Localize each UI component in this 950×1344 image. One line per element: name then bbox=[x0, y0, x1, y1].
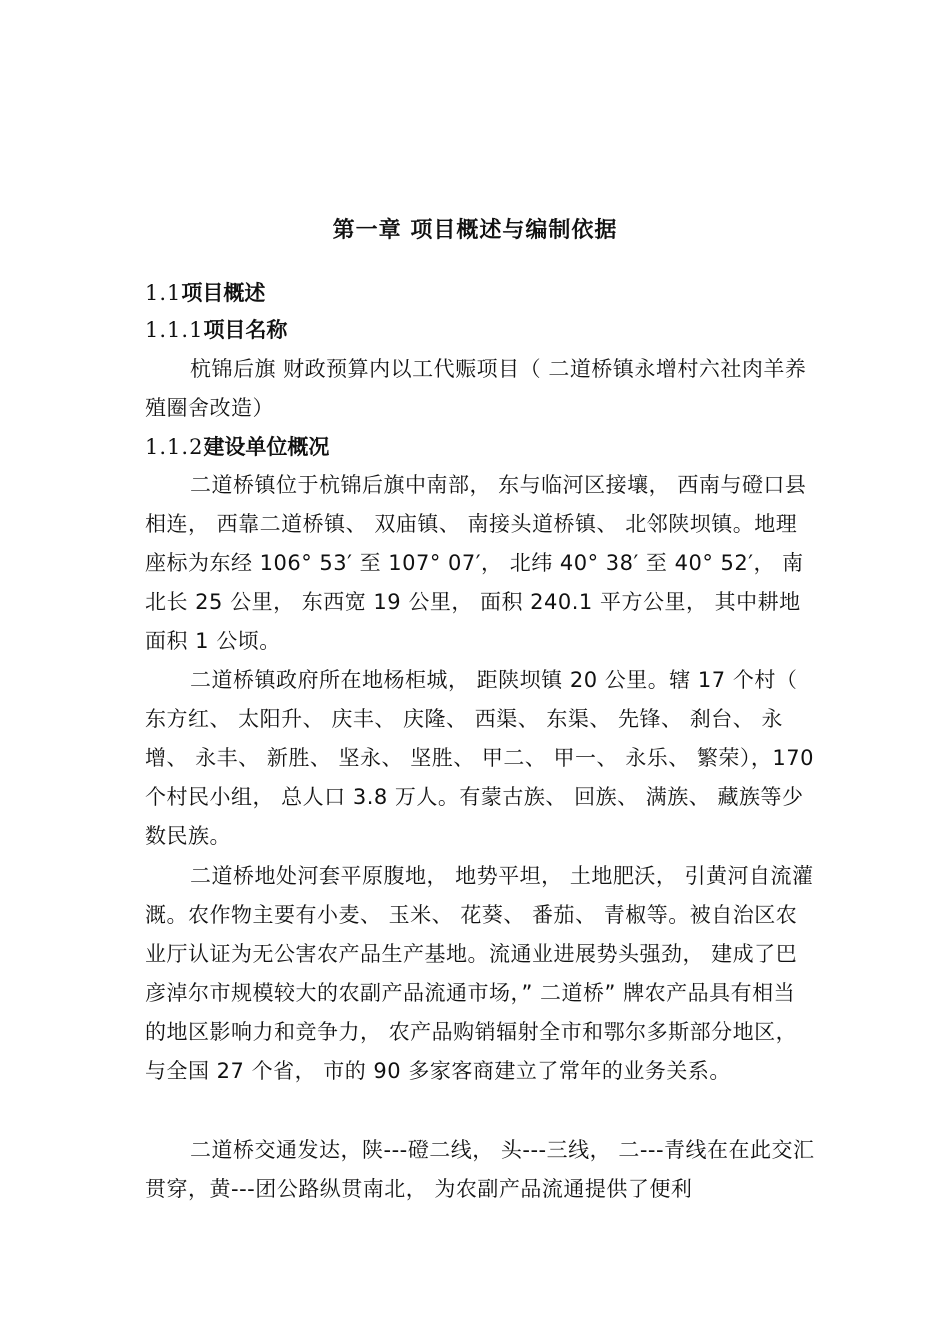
section-number: 1.1 bbox=[145, 281, 182, 305]
section-number: 1.1.2 bbox=[145, 435, 204, 459]
section-number: 1.1.1 bbox=[145, 318, 204, 342]
paragraph-transport: 二道桥交通发达，陕---磴二线， 头---三线， 二---青线在在此交汇贯穿，黄---团公路纵贯南北， 为农副产品流通提供了便利 bbox=[145, 1138, 815, 1201]
section-label: 项目概述 bbox=[181, 281, 266, 305]
paragraph-government: 二道桥镇政府所在地杨柜城， 距陕坝镇 20 公里。辖 17 个村（ 东方红、 太阳升、 庆丰、 庆隆、 西渠、 东渠、 先锋、 刹台、 永增、 永丰、 新胜、 坚永、 坚胜、 甲二、 甲一、 永乐、 繁荣），170 个村民小组， 总人口 3.8 万人。有蒙古族、 回族、 满族、 藏族等少数民族。 bbox=[145, 668, 814, 848]
project-name-paragraph: 杭锦后旗 财政预算内以工代赈项目（ 二道桥镇永增村六社肉羊养殖圈舍改造） bbox=[145, 357, 807, 420]
paragraph-agriculture: 二道桥地处河套平原腹地， 地势平坦， 土地肥沃， 引黄河自流灌溉。农作物主要有小麦、 玉米、 花葵、 番茄、 青椒等。被自治区农业厅认证为无公害农产品生产基地。流通业进展势头强劲， 建成了巴彦淖尔市规模较大的农副产品流通市场，” 二道桥” 牌农产品具有相当的地区影响力和竞争力， 农产品购销辐射全市和鄂尔多斯部分地区， 与全国 27 个省， 市的 90 多家客商建立了常年的业务关系。 bbox=[145, 864, 814, 1083]
section-heading-1-1-1 bbox=[145, 313, 287, 347]
chapter-title: 第一章 项目概述与编制依据 bbox=[332, 218, 618, 243]
section-heading-1-1 bbox=[145, 276, 265, 310]
paragraph-location: 二道桥镇位于杭锦后旗中南部， 东与临河区接壤， 西南与磴口县相连， 西靠二道桥镇、 双庙镇、 南接头道桥镇、 北邻陕坝镇。地理座标为东经 106° 53′ 至 107° 07′， 北纬 40° 38′ 至 40° 52′， 南北长 25 公里， 东西宽 19 公里， 面积 240.1 平方公里， 其中耕地面积 1 公顷。 bbox=[145, 473, 807, 653]
section-label: 项目名称 bbox=[203, 318, 288, 342]
section-heading-1-1-2 bbox=[145, 430, 329, 464]
section-label: 建设单位概况 bbox=[203, 435, 330, 459]
